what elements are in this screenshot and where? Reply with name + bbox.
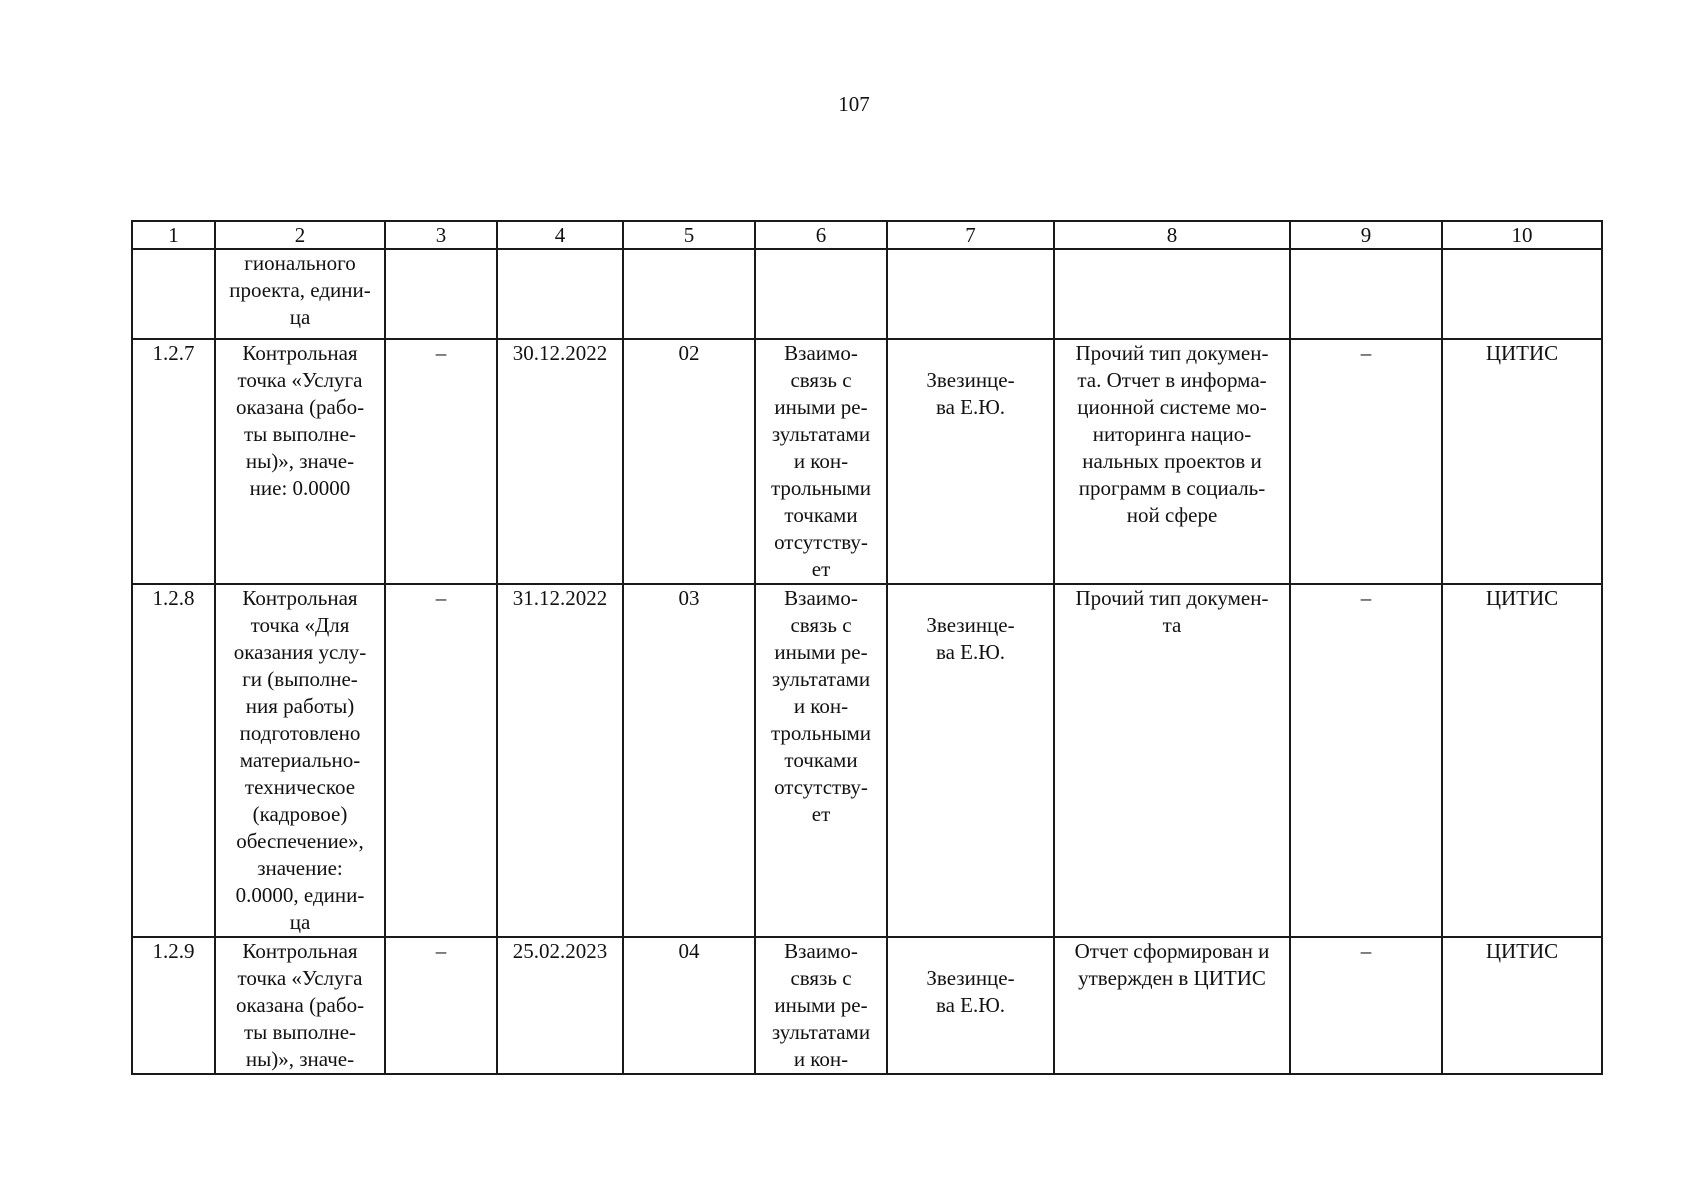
description-cell: Контрольная точка «Услуга оказана (рабо- ты выполне- ны)», значе- ние: 0.0000 (215, 339, 385, 584)
date-cell: 30.12.2022 (497, 339, 623, 584)
empty-cell (385, 249, 497, 339)
column-header: 10 (1442, 221, 1602, 249)
description-cell: Контрольная точка «Услуга оказана (рабо- ты выполне- ны)», значе- (215, 937, 385, 1074)
empty-cell (755, 249, 887, 339)
dash-cell: – (1290, 584, 1442, 937)
code-cell: 02 (623, 339, 755, 584)
organization-cell: ЦИТИС (1442, 584, 1602, 937)
table-row (132, 584, 1602, 937)
table-row (132, 339, 1602, 584)
date-cell: 25.02.2023 (497, 937, 623, 1074)
description-cell: Контрольная точка «Для оказания услу- ги (выполне- ния работы) подготовлено материально- техническое (кадровое) обеспечение», значение: 0.0000, едини- ца (215, 584, 385, 937)
row-number-cell: 1.2.9 (132, 937, 215, 1074)
date-cell: 31.12.2022 (497, 584, 623, 937)
code-cell: 03 (623, 584, 755, 937)
code-cell: 04 (623, 937, 755, 1074)
dash-cell: – (385, 584, 497, 937)
empty-cell (623, 249, 755, 339)
column-header: 5 (623, 221, 755, 249)
document-type-cell: Прочий тип докумен- та (1054, 584, 1290, 937)
control-points-table (131, 220, 1603, 1075)
empty-cell (1290, 249, 1442, 339)
column-header: 8 (1054, 221, 1290, 249)
column-header: 1 (132, 221, 215, 249)
row-number-cell: 1.2.8 (132, 584, 215, 937)
responsible-cell: Звезинце- ва Е.Ю. (887, 584, 1054, 937)
column-number-row (132, 221, 1602, 249)
organization-cell: ЦИТИС (1442, 937, 1602, 1074)
dash-cell: – (1290, 339, 1442, 584)
column-header: 7 (887, 221, 1054, 249)
row-number-cell: 1.2.7 (132, 339, 215, 584)
relation-cell: Взаимо- связь с иными ре- зультатами и кон- (755, 937, 887, 1074)
dash-cell: – (1290, 937, 1442, 1074)
empty-cell (887, 249, 1054, 339)
column-header: 4 (497, 221, 623, 249)
responsible-cell: Звезинце- ва Е.Ю. (887, 937, 1054, 1074)
document-type-cell: Прочий тип докумен- та. Отчет в информа- ционной системе мо- ниторинга нацио- нальных проектов и программ в социаль- ной сфере (1054, 339, 1290, 584)
table-row-continuation (132, 249, 1602, 339)
description-cell: гионального проекта, едини- ца (215, 249, 385, 339)
responsible-cell: Звезинце- ва Е.Ю. (887, 339, 1054, 584)
dash-cell: – (385, 339, 497, 584)
column-header: 3 (385, 221, 497, 249)
column-header: 2 (215, 221, 385, 249)
relation-cell: Взаимо- связь с иными ре- зультатами и кон- трольными точками отсутству- ет (755, 584, 887, 937)
empty-cell (1442, 249, 1602, 339)
empty-cell (497, 249, 623, 339)
row-number-cell (132, 249, 215, 339)
page-number: 107 (838, 92, 870, 116)
dash-cell: – (385, 937, 497, 1074)
column-header: 6 (755, 221, 887, 249)
column-header: 9 (1290, 221, 1442, 249)
document-type-cell: Отчет сформирован и утвержден в ЦИТИС (1054, 937, 1290, 1074)
empty-cell (1054, 249, 1290, 339)
table-row (132, 937, 1602, 1074)
organization-cell: ЦИТИС (1442, 339, 1602, 584)
relation-cell: Взаимо- связь с иными ре- зультатами и кон- трольными точками отсутству- ет (755, 339, 887, 584)
